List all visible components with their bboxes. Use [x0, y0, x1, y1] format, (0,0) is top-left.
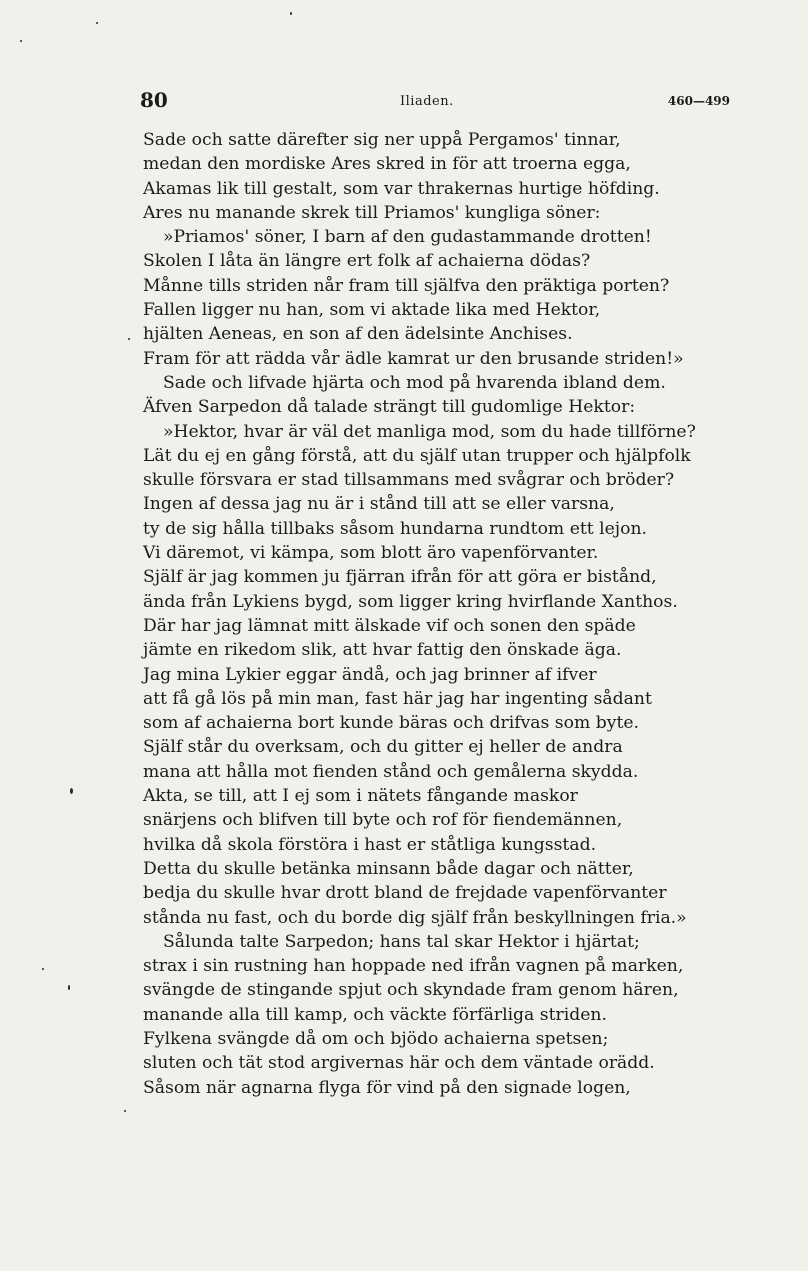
verse-line-range: 460—499: [667, 94, 730, 108]
text-line: ty de sig hålla tillbaks såsom hundarna rundtom ett lejon.: [143, 518, 648, 539]
page-header: [140, 88, 730, 118]
text-line: hjälten Aeneas, en son af den ädelsinte Anchises.: [143, 324, 573, 345]
text-line: Jag mina Lykier eggar ändå, och jag brinner af ifver: [143, 664, 597, 685]
text-line: Akta, se till, att I ej som i nätets fångande maskor: [143, 786, 578, 807]
text-line: manande alla till kamp, och väckte förfärliga striden.: [143, 1004, 607, 1025]
scan-speck: [70, 788, 73, 794]
scan-speck: [68, 985, 70, 990]
text-line: snärjens och blifven till byte och rof för fiendemännen,: [143, 810, 623, 831]
text-line: Månne tills striden når fram till själfva den präktiga porten?: [143, 275, 670, 296]
running-title: Iliaden.: [400, 94, 454, 109]
text-line: ända från Lykiens bygd, som ligger kring hvirflande Xanthos.: [143, 591, 678, 612]
text-line: Akamas lik till gestalt, som var thrakernas hurtige höfding.: [143, 178, 660, 199]
text-line: Sålunda talte Sarpedon; hans tal skar Hektor i hjärtat;: [163, 931, 640, 952]
text-line: som af achaierna bort kunde bäras och drifvas som byte.: [143, 713, 639, 734]
text-line: strax i sin rustning han hoppade ned ifrån vagnen på marken,: [143, 956, 684, 977]
poem-text: [143, 128, 743, 1100]
text-line: Detta du skulle betänka minsann både dagar och nätter,: [143, 858, 634, 879]
scan-speck: [124, 1110, 126, 1112]
text-line: Vi däremot, vi kämpa, som blott äro vapenförvanter.: [143, 543, 599, 564]
text-line: medan den mordiske Ares skred in för att troerna egga,: [143, 154, 631, 175]
text-line: Fram för att rädda vår ädle kamrat ur den brusande striden!»: [143, 348, 684, 369]
text-line: bedja du skulle hvar drott bland de frejdade vapenförvanter: [143, 883, 667, 904]
text-line: »Hektor, hvar är väl det manliga mod, som du hade tillförne?: [163, 421, 696, 442]
text-line: Fallen ligger nu han, som vi aktade lika med Hektor,: [143, 300, 601, 321]
text-line: Sade och lifvade hjärta och mod på hvarenda ibland dem.: [163, 372, 666, 393]
text-line: svängde de stingande spjut och skyndade fram genom hären,: [143, 980, 679, 1001]
scan-speck: [42, 968, 44, 970]
page-number: 80: [140, 88, 168, 112]
scan-speck: [96, 22, 98, 24]
text-line: Såsom när agnarna flyga för vind på den signade logen,: [143, 1077, 631, 1098]
text-line: hvilka då skola förstöra i hast er ståtliga kungsstad.: [143, 834, 597, 855]
text-line: Själf står du overksam, och du gitter ej heller de andra: [143, 737, 623, 758]
scan-speck: [20, 40, 22, 42]
text-line: Ares nu manande skrek till Priamos' kungliga söner:: [143, 202, 601, 223]
text-line: »Priamos' söner, I barn af den gudastammande drotten!: [163, 227, 652, 248]
text-line: sluten och tät stod argivernas här och dem väntade orädd.: [143, 1053, 655, 1074]
text-line: Äfven Sarpedon då talade strängt till gudomlige Hektor:: [143, 397, 636, 418]
text-line: skulle försvara er stad tillsammans med svågrar och bröder?: [143, 470, 675, 491]
text-line: jämte en rikedom slik, att hvar fattig den önskade äga.: [143, 640, 622, 661]
scan-speck: [290, 12, 292, 15]
text-line: Sade och satte därefter sig ner uppå Pergamos' tinnar,: [143, 130, 621, 150]
text-line: mana att hålla mot fienden stånd och gemålerna skydda.: [143, 761, 639, 782]
text-line: Lät du ej en gång förstå, att du själf utan trupper och hjälpfolk: [143, 445, 691, 466]
text-line: Ingen af dessa jag nu är i stånd till att se eller varsna,: [143, 494, 615, 515]
text-line: Själf är jag kommen ju fjärran ifrån för att göra er bistånd,: [143, 567, 657, 588]
text-line: Fylkena svängde då om och bjödo achaierna spetsen;: [143, 1028, 609, 1049]
text-line: att få gå lös på min man, fast här jag har ingenting sådant: [143, 688, 652, 709]
text-line: stånda nu fast, och du borde dig själf från beskyllningen fria.»: [143, 907, 687, 928]
text-line: Där har jag lämnat mitt älskade vif och sonen den späde: [143, 615, 636, 636]
text-line: Skolen I låta än längre ert folk af achaierna dödas?: [143, 251, 591, 272]
scan-speck: [128, 338, 130, 340]
